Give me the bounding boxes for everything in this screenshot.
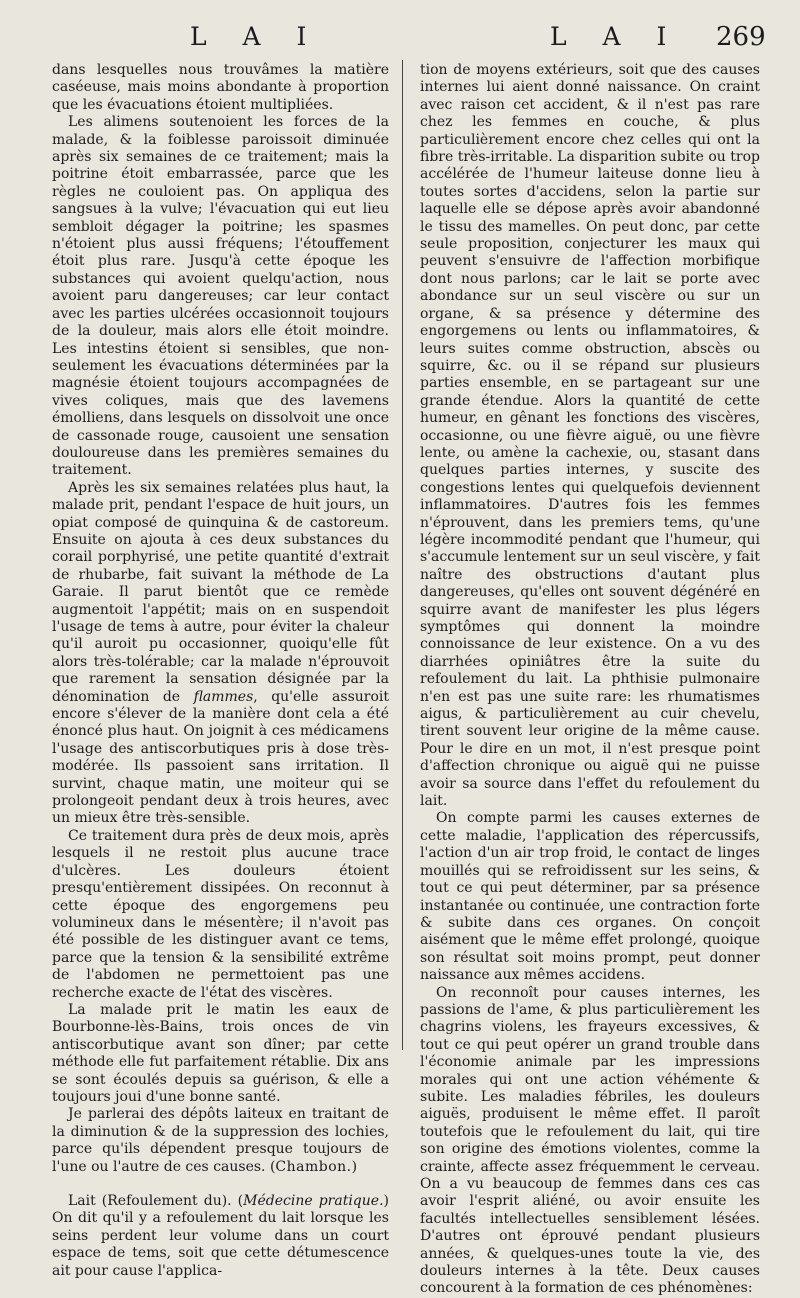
paragraph-text: Je parlerai des dépôts laiteux en traitant de la diminution & de la suppression des lochies, parce qu'ils dépendent presque toujours de l'une ou l'autre de ces causes. ( (52, 1106, 389, 1175)
paragraph: On reconnoît pour causes internes, les passions de l'ame, & plus particulièrement les chagrins violens, les frayeurs excessives, & tout ce qui peut opérer un grand trouble dans l'économie animale par les impressions morales qui ont une action véhémente & subite. Les maladies fébriles, les douleurs aiguës, produisent le même effet. Il paroît toutefois que le refoulement du lait, qui tire son origine des émotions violentes, comme la crainte, affecte assez fréquemment le cerveau. On a vu beaucoup de femmes dans ces cas avoir l'esprit aliéné, ou avoir ensuite les facultés intellectuelles sensiblement lésées. D'autres ont éprouvé pendant plusieurs années, & quelques-unes toute la vie, des douleurs internes à la tête. Deux causes concourent à la formation de ces phénomènes: (420, 984, 760, 1297)
paragraph: tion de moyens extérieurs, soit que des causes internes lui aient donné naissance. On craint avec raison cet accident, & il n'est pas rare chez les femmes en couche, & plus particulièrement encore chez celles qui ont la fibre très-irritable. La disparition subite ou trop accélérée de l'humeur laiteuse donne lieu à toutes sortes d'accidens, selon la partie sur laquelle elle se dépose après avoir abandonné le tissu des mamelles. On peut donc, par cette seule proposition, conjecturer les maux qui peuvent s'ensuivre de l'affection morbifique dont nous parlons; car le lait se porte avec abondance sur un seul viscère ou sur un organe, & sa présence y détermine des engorgemens ou lents ou inflammatoires, & leurs suites comme obstruction, abscès ou squirre, &c. ou il se répand sur plusieurs parties ensemble, en se partageant sur une grande étendue. Alors la quantité de cette humeur, en gênant les fonctions des viscères, occasionne, ou une fièvre aiguë, ou une fièvre lente, ou amène la cachexie, ou, stasant dans quelques parties internes, y suscite des congestions lentes qui quelquefois deviennent inflammatoires. D'autres fois les femmes n'éprouvent, dans les premiers tems, qu'une légère incommodité pendant que l'humeur, qui s'accumule lentement sur un seul viscère, y fait naître des obstructions d'autant plus dangereuses, qu'elles ont souvent dégénéré en squirre avant de manifester les plus légers symptômes qui donnent la moindre connoissance de leur existence. On a vu des diarrhées opiniâtres être la suite du refoulement du lait. La phthisie pulmonaire n'en est pas une suite rare: les rhumatismes aigus, & particulièrement au cuir chevelu, tirent souvent leur origine de la même cause. Pour le dire en un mot, il n'est presque point d'affection chronique ou aiguë qui ne puisse avoir sa source dans l'effet du refoulement du lait. (420, 62, 760, 810)
paragraph: La malade prit le matin les eaux de Bourbonne-lès-Bains, trois onces de vin antiscorbutique avant son dîner; par cette méthode elle fut parfaitement rétablie. Dix ans se sont écoulés depuis sa guérison, & elle a toujours joui d'une bonne santé. (52, 1001, 389, 1105)
paragraph: dans lesquelles nous trouvâmes la matière caséeuse, mais moins abondante à proportion que les évacuations étoient multipliées. (52, 62, 389, 113)
article-subject: Médecine pratique. (243, 1193, 384, 1209)
left-column (52, 62, 389, 1279)
author-signature: Chambon. (275, 1158, 352, 1175)
paragraph-text: ) (351, 1158, 358, 1175)
left-running-title: L A I (190, 22, 321, 51)
running-head (0, 22, 800, 58)
paragraph-text: , qu'elle assuroit encore s'élever de la manière dont cela a été énoncé plus haut. On joignit à ces médicamens l'usage des antiscorbutiques pris à dose très-modérée. Ils passoient sans irritation. Il survint, chaque matin, une moiteur qui se prolongeoit pendant deux à trois heures, avec un mieux être très-sensible. (52, 688, 389, 827)
paragraph: On compte parmi les causes externes de cette maladie, l'application des répercussifs, l'action d'un air trop froid, le contact de linges mouillés qui se refroidissent sur les seins, & tout ce qui peut déterminer, par sa présence instantanée ou continuée, une contraction forte & subite dans ces organes. On conçoit aisément que le même effet prolongé, quoique son résultat soit moins prompt, peut donner naissance aux mêmes accidens. (420, 810, 760, 984)
paragraph (52, 1106, 389, 1176)
paragraph: Ce traitement dura près de deux mois, après lesquels il ne restoit plus aucune trace d'ulcères. Les douleurs étoient presqu'entièrement dissipées. On reconnut à cette époque des engorgemens peu volumineux dans le mésentère; il n'avoit pas été possible de les distinguer avant ce tems, parce que la tension & la sensibilité extrême de l'abdomen ne permettoient pas une recherche exacte de l'état des viscères. (52, 827, 389, 1001)
italic-term: flammes (193, 688, 254, 705)
paragraph-text: ) On dit qu'il y a refoulement du lait lorsque les seins perdent leur volume dans un court espace de tems, soit que cette détumescence ait pour cause l'applica- (52, 1193, 389, 1279)
paragraph (52, 480, 389, 828)
right-running-title: L A I (550, 22, 681, 51)
column-divider (402, 60, 403, 1050)
article-entry (52, 1193, 389, 1280)
article-heading: Lait (Refoulement du). ( (68, 1193, 244, 1209)
paragraph: Les alimens soutenoient les forces de la malade, & la foiblesse paroissoit diminuée après six semaines de ce traitement; mais la poitrine étoit embarrassée, parce que les règles ne couloient pas. On appliqua des sangsues à la vulve; l'évacuation qui eut lieu sembloit dégager la poitrine; les spasmes n'étoient plus aussi fréquens; l'étouffement étoit plus rare. Jusqu'à cette époque les substances qui avoient quelqu'action, nous avoient paru dangereuses; car leur contact avec les parties ulcérées occasionnoit toujours de la douleur, mais alors elle étoit moindre. Les intestins étoient si sensibles, que non-seulement les évacuations déterminées par la magnésie étoient toujours accompagnées de vives coliques, mais que des lavemens émolliens, dans lesquels on dissolvoit une once de cassonade rouge, causoient une sensation douloureuse dans les premières semaines du traitement. (52, 114, 389, 479)
paragraph-text: Après les six semaines relatées plus haut, la malade prit, pendant l'espace de huit jours, un opiat composé de quinquina & de castoreum. Ensuite on ajouta à ces deux substances du corail porphyrisé, une petite quantité d'extrait de rhubarbe, fait suivant la méthode de La Garaie. Il parut bientôt que ce remède augmentoit l'appétit; mais on en suspendoit l'usage de tems à autre, pour éviter la chaleur qu'il auroit pu occasionner, quoiqu'elle fût alors très-tolérable; car la malade n'éprouvoit que rarement la sensation désignée par la dénomination de (52, 479, 389, 705)
right-column (420, 62, 760, 1297)
page-number: 269 (716, 22, 766, 52)
